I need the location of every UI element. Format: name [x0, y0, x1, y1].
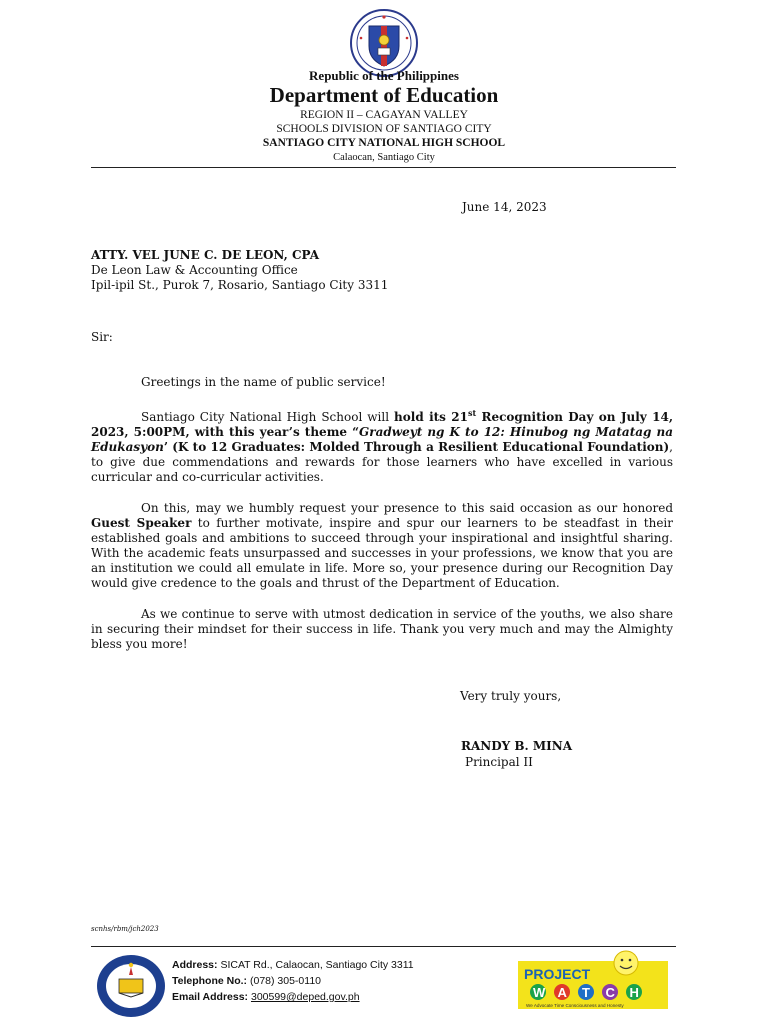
p2-theme: Gradweyt ng K to 12: Hinubog ng Matatag na Edukasyon	[91, 425, 673, 454]
p2-text-a: Santiago City National High School will	[141, 410, 395, 424]
letter-date: June 14, 2023	[462, 200, 547, 214]
address-label: Address:	[172, 959, 218, 971]
p2-text-e: , to give due commendations and rewards for those learners who have excelled in various curricular and co-curricular activities.	[91, 440, 673, 484]
salutation: Sir:	[91, 330, 113, 344]
p2-bold-d: ’ (K to 12 Graduates: Molded Through a Resilient Educational Foundation)	[163, 440, 670, 454]
address-value: SICAT Rd., Calaocan, Santiago City 3311	[220, 959, 414, 971]
p3-text-c: to further motivate, inspire and spur our learners to be steadfast in their established goals and ambitions to succeed through your inspirational and insightful sharing. With the academic feats unsurpassed and successes in your professions, we know that you are an institution we could all emulate in life. More so, your presence during our Recognition Day would give credence to the goals and thrust of the Department of Education.	[91, 516, 673, 590]
header-location: Calaocan, Santiago City	[333, 152, 435, 163]
recipient-address: Ipil-ipil St., Purok 7, Rosario, Santiago City 3311	[91, 278, 389, 292]
watch-letter-w: W	[533, 985, 546, 1000]
footer-email-row	[172, 989, 414, 1005]
p3-guest-speaker: Guest Speaker	[91, 516, 192, 530]
header-region: REGION II – CAGAYAN VALLEY	[300, 109, 468, 121]
signer-title: Principal II	[465, 755, 533, 769]
phone-value: (078) 305-0110	[249, 975, 322, 987]
project-watch-logo	[518, 949, 672, 1011]
header-division: SCHOOLS DIVISION OF SANTIAGO CITY	[276, 123, 492, 135]
header-department: Department of Education	[269, 83, 499, 107]
paragraph-greeting: Greetings in the name of public service!	[141, 375, 386, 389]
watch-letter-t: T	[582, 985, 590, 1000]
p2-bold-b-text: hold its 21	[394, 410, 468, 424]
email-link[interactable]: 300599@deped.gov.ph	[250, 991, 360, 1003]
watch-letter-a: A	[557, 985, 567, 1000]
p3-text-a: On this, may we humbly request your presence to this said occasion as our honored	[141, 501, 673, 515]
footer-divider	[91, 946, 676, 947]
recipient-name: ATTY. VEL JUNE C. DE LEON, CPA	[91, 248, 319, 262]
watch-letter-c: C	[605, 985, 615, 1000]
paragraph-event	[91, 406, 673, 485]
phone-label: Telephone No.:	[172, 975, 248, 987]
header-divider	[91, 167, 676, 168]
school-logo-icon	[95, 953, 167, 1019]
paragraph-closing: As we continue to serve with utmost dedication in service of the youths, we also share in securing their mindset for their success in life. Thank you very much and may the Almighty bless you more!	[91, 607, 673, 651]
p2-ordinal-suffix: st	[467, 408, 477, 418]
footer-contact	[172, 957, 414, 1005]
watch-tagline: We Advocate Time Consciousness and Honesty	[526, 1003, 624, 1008]
paragraph-request	[91, 501, 673, 591]
footer-address-row	[172, 957, 414, 973]
letter-body	[91, 375, 673, 668]
reference-code: scnhs/rbm/jch2023	[91, 925, 159, 933]
watch-project-word: PROJECT	[524, 966, 591, 982]
header-school: SANTIAGO CITY NATIONAL HIGH SCHOOL	[262, 137, 506, 149]
footer-phone-row	[172, 973, 414, 989]
smiley-clock-icon	[614, 951, 638, 975]
signer-name: RANDY B. MINA	[461, 739, 573, 753]
complimentary-close: Very truly yours,	[460, 689, 562, 703]
recipient-block	[91, 248, 388, 293]
email-label: Email Address:	[172, 991, 249, 1003]
header-republic: Republic of the Philippines	[309, 68, 459, 83]
p2-bold-c: Recognition Day on July 14, 2023, 5:00PM, with this year’s theme “	[91, 410, 673, 439]
recipient-office: De Leon Law & Accounting Office	[91, 263, 298, 277]
watch-letter-h: H	[629, 985, 639, 1000]
